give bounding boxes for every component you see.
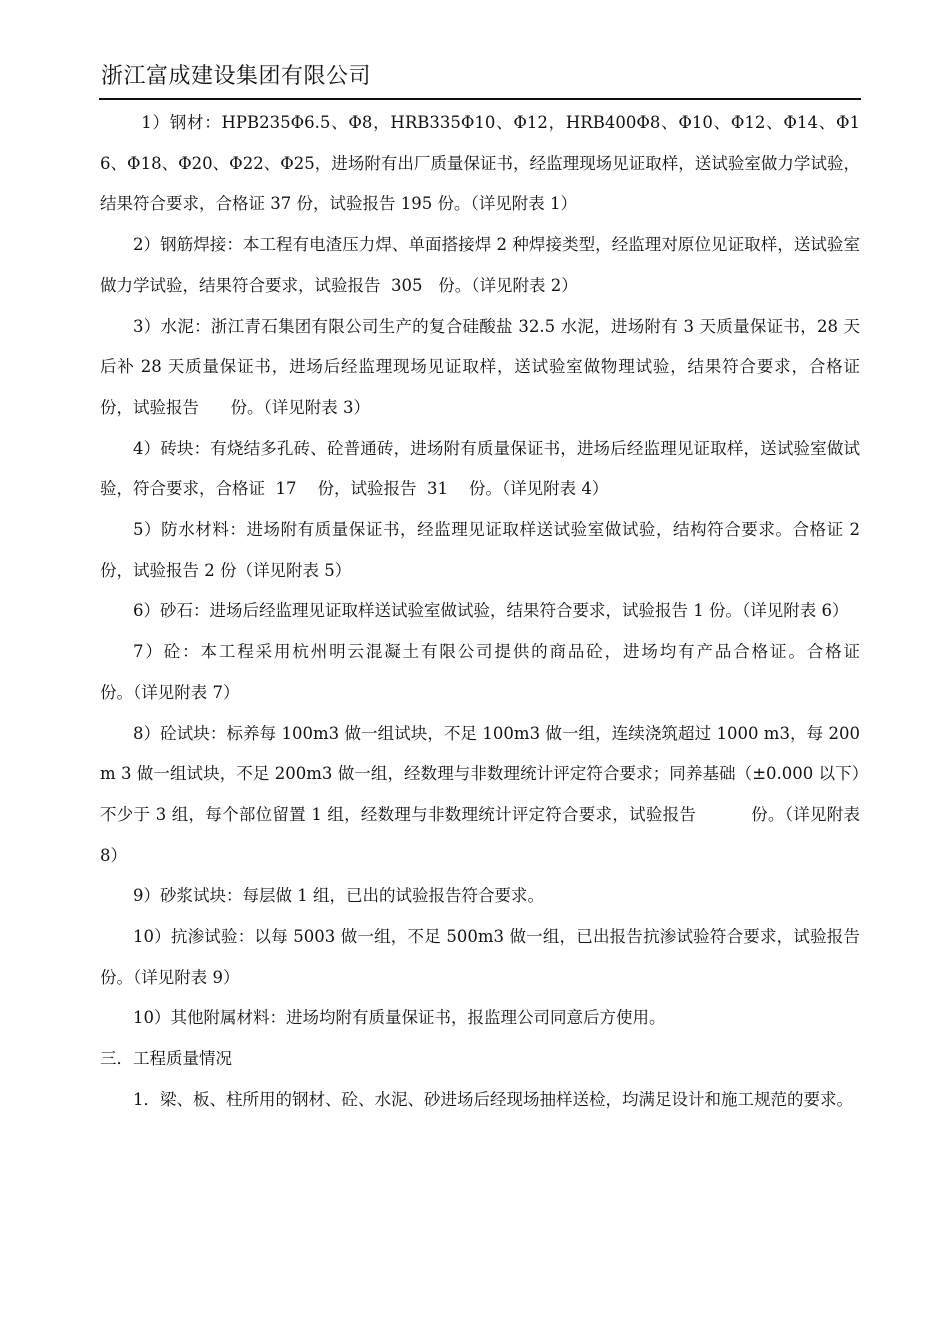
paragraph-cement: 3）水泥：浙江青石集团有限公司生产的复合硅酸盐 32.5 水泥，进场附有 3 天质量保证书，28 天后补 28 天质量保证书，进场后经监理现场见证取样，送试验室做物理试验，结果符合要求，合格证 份，试验报告 份。（详见附表 3）: [100, 316, 892, 417]
paragraph-bricks: 4）砖块：有烧结多孔砖、砼普通砖，进场附有质量保证书，进场后经监理见证取样，送试验室做试验，符合要求，合格证 17 份，试验报告 31 份。（详见附表 4）: [100, 438, 860, 499]
paragraph-concrete-test-blocks: 8）砼试块：标养每 100m3 做一组试块，不足 100m3 做一组，连续浇筑超过 1000 m3，每 200m 3 做一组试块，不足 200m3 做一组，经数理与非数理统计评定符合要求；同养基础（±0.000 以下）不少于 3 组，每个部位留置 1 组，经数理与非数理统计评定符合要求，试验报告 份。（详见附表 8）: [100, 723, 866, 865]
paragraph-impermeability-test: 10）抗渗试验：以每 5003 做一组，不足 500m3 做一组，已出报告抗渗试验符合要求，试验报告 份。（详见附表 9）: [100, 927, 902, 987]
paragraph-mortar-test-blocks: 9）砂浆试块：每层做 1 组，已出的试验报告符合要求。: [133, 886, 544, 906]
paragraph-steel: 1）钢材：HPB235Φ6.5、Φ8，HRB335Φ10、Φ12，HRB400Φ8、Φ10、Φ12、Φ14、Φ16、Φ18、Φ20、Φ22、Φ25，进场附有出厂质量保证书，经监理现场见证取样，送试验室做力学试验，结果符合要求，合格证 37 份，试验报告 195 份。（详见附表 1）: [100, 113, 860, 214]
header-divider: [99, 98, 861, 100]
section-heading-quality: 三．工程质量情况: [100, 1049, 232, 1069]
paragraph-sand-gravel: 6）砂石：进场后经监理见证取样送试验室做试验，结果符合要求，试验报告 1 份。（详见附表 6）: [133, 601, 849, 621]
paragraph-rebar-welding: 2）钢筋焊接：本工程有电渣压力焊、单面搭接焊 2 种焊接类型，经监理对原位见证取样，送试验室做力学试验，结果符合要求，试验报告 305 份。（详见附表 2）: [100, 235, 860, 295]
paragraph-quality-item-1: 1．梁、板、柱所用的钢材、砼、水泥、砂进场后经现场抽样送检，均满足设计和施工规范的要求。: [133, 1089, 853, 1109]
paragraph-other-materials: 10）其他附属材料：进场均附有质量保证书，报监理公司同意后方使用。: [133, 1008, 666, 1028]
page-header-company: 浙江富成建设集团有限公司: [101, 64, 372, 89]
paragraph-waterproofing: 5）防水材料：进场附有质量保证书，经监理见证取样送试验室做试验，结构符合要求。合格证 2 份，试验报告 2 份（详见附表 5）: [100, 520, 866, 580]
paragraph-concrete: 7）砼：本工程采用杭州明云混凝土有限公司提供的商品砼，进场均有产品合格证。合格证 份。（详见附表 7）: [100, 642, 908, 702]
document-body: [100, 103, 908, 1121]
